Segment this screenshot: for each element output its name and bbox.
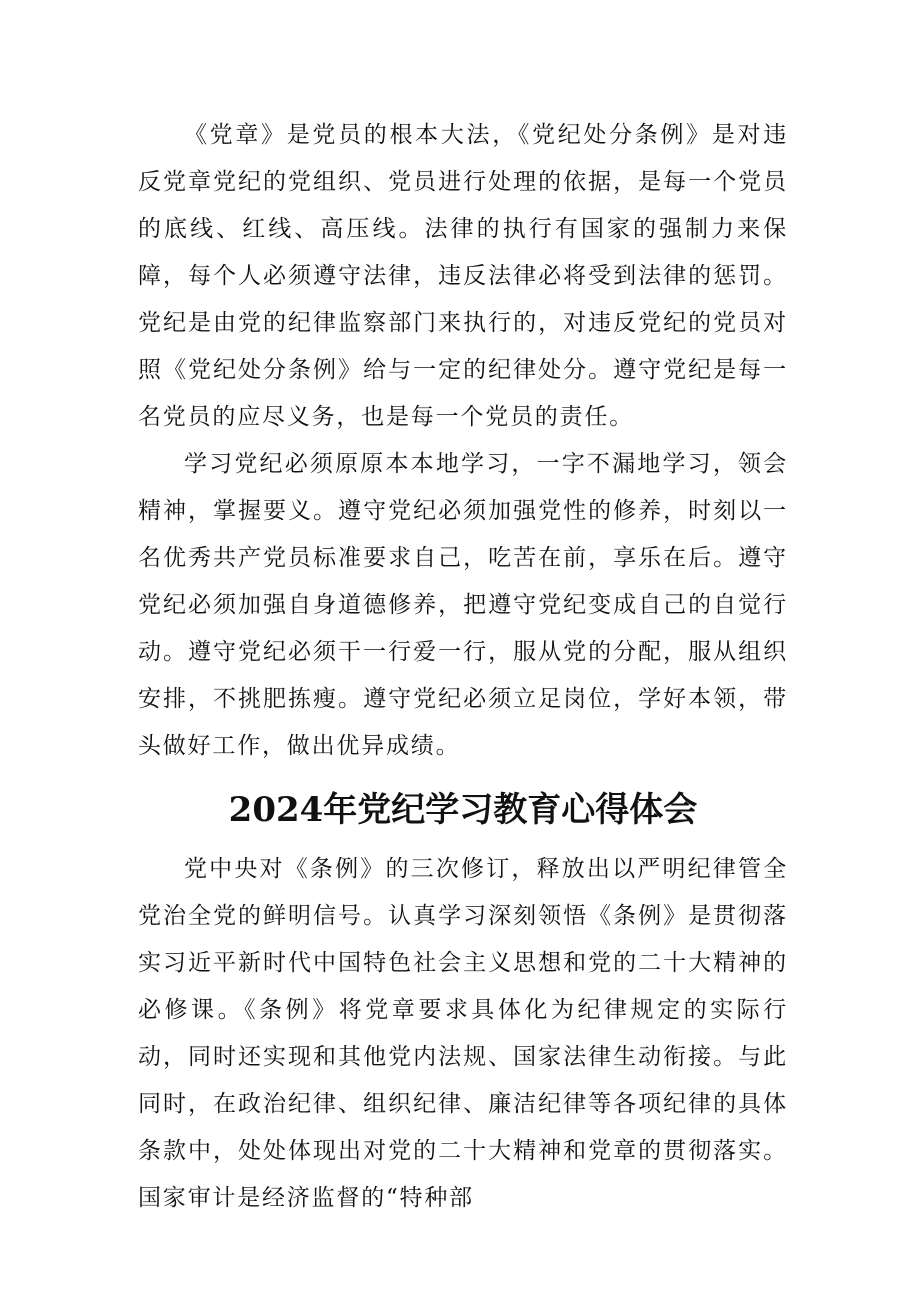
document-title: 2024年党纪学习教育心得体会: [228, 790, 698, 830]
body-text-bottom: [138, 846, 788, 1222]
paragraph: 党中央对《条例》的三次修订，释放出以严明纪律管全党治全党的鲜明信号。认真学习深刻领悟《条例》是贯彻落实习近平新时代中国特色社会主义思想和党的二十大精神的必修课。《条例》将党章要求具体化为纪律规定的实际行动，同时还实现和其他党内法规、国家法律生动衔接。与此同时，在政治纪律、组织纪律、廉洁纪律等各项纪律的具体条款中，处处体现出对党的二十大精神和党章的贯彻落实。国家审计是经济监督的“特种部: [138, 856, 788, 1211]
paragraph: 《党章》是党员的根本大法，《党纪处分条例》是对违反党章党纪的党组织、党员进行处理的依据，是每一个党员的底线、红线、高压线。法律的执行有国家的强制力来保障，每个人必须遵守法律，违反法律必将受到法律的惩罚。党纪是由党的纪律监察部门来执行的，对违反党纪的党员对照《党纪处分条例》给与一定的纪律处分。遵守党纪是每一名党员的应尽义务，也是每一个党员的责任。: [138, 122, 788, 430]
body-text-top: [138, 112, 788, 770]
paragraph: 学习党纪必须原原本本地学习，一字不漏地学习，领会精神，掌握要义。遵守党纪必须加强党性的修养，时刻以一名优秀共产党员标准要求自己，吃苦在前，享乐在后。遵守党纪必须加强自身道德修养，把遵守党纪变成自己的自觉行动。遵守党纪必须干一行爱一行，服从党的分配，服从组织安排，不挑肥拣瘦。遵守党纪必须立足岗位，学好本领，带头做好工作，做出优异成绩。: [138, 451, 788, 759]
